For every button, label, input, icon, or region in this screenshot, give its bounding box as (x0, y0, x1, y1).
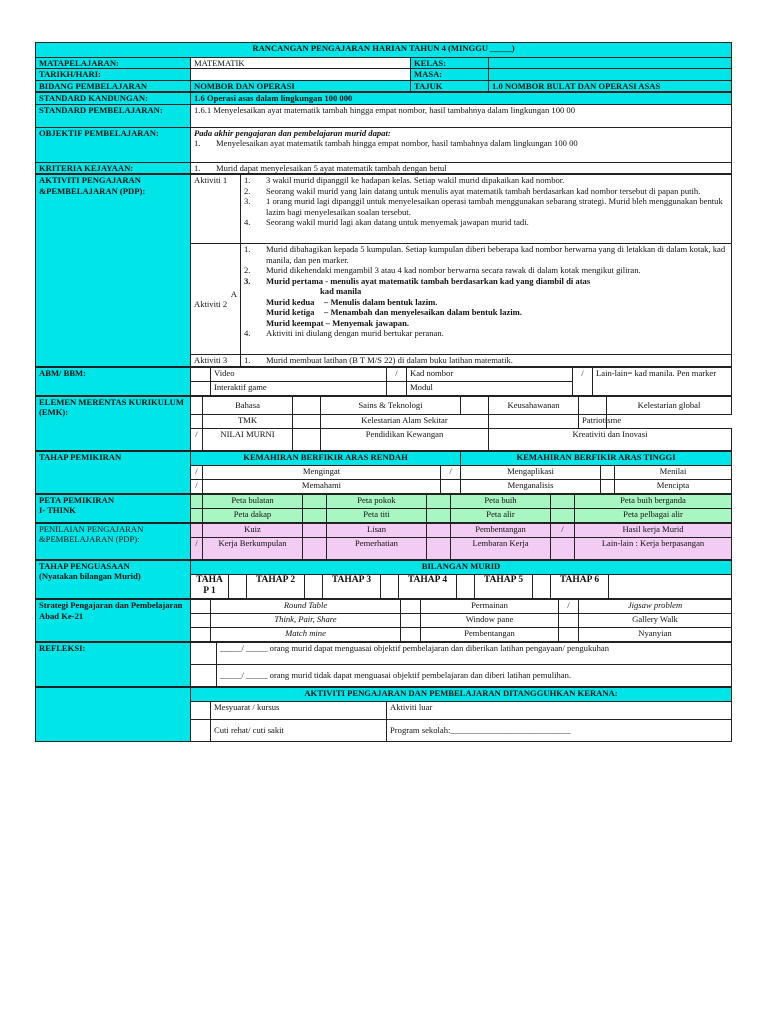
peta-pelbagai-alir: Peta pelbagai alir (575, 508, 732, 522)
aktiviti-1-label: Aktiviti 1 (191, 175, 241, 244)
role-3-name: Murid ketiga (266, 307, 315, 318)
matapelajaran-value: MATEMATIK (191, 58, 411, 69)
refleksi-1-check[interactable] (191, 643, 217, 665)
window-pane: Window pane (421, 614, 559, 628)
pdp-label: AKTIVITI PENGAJARAN &PEMBELAJARAN (PDP): (36, 175, 191, 366)
round-table-check[interactable] (191, 600, 211, 614)
emk-patriotisme: Patriotisme (579, 414, 607, 428)
tahap-3: TAHAP 3 (323, 574, 381, 598)
abm-video: Video (211, 367, 387, 381)
peta-pokok-check[interactable] (303, 494, 327, 508)
emk-global-check[interactable] (579, 396, 607, 414)
peta-pokok: Peta pokok (327, 494, 427, 508)
tangguh-table (35, 687, 732, 742)
role-2-name: Murid kedua (266, 296, 315, 307)
abm-interaktif: Interaktif game (211, 381, 387, 395)
peta-buih-berganda-check[interactable] (551, 494, 575, 508)
emk-global: Kelestarian global (607, 396, 732, 414)
abm-modul: Modul (407, 381, 573, 395)
a1-step-3-text: 1 orang murid lagi dipanggil untuk menyelesaikan operasi tambah menggunakan sebarang strategi. Murid bleh menggunakan bentuk lazim bagi menyelesaikan soalan tersebut. (266, 196, 723, 217)
penguasaan-label-cell (36, 560, 191, 598)
cuti-check[interactable] (191, 720, 211, 742)
peta-buih-berganda: Peta buih berganda (575, 494, 732, 508)
lisan: Lisan (327, 523, 427, 537)
objektif-num: 1. (194, 138, 201, 149)
a1-step-2-num: 2. (244, 185, 251, 196)
menilai: Menilai (615, 465, 732, 479)
tahap-1-count[interactable] (229, 574, 247, 598)
tahap-1: TAHA P 1 (191, 574, 229, 598)
kriteria-label: KRITERIA KEJAYAAN: (36, 162, 191, 173)
emk-alam-check[interactable] (293, 414, 321, 428)
pemikiran-table (35, 451, 732, 494)
tahap-5-count[interactable] (533, 574, 551, 598)
a2-step-2-num: 2. (244, 265, 251, 276)
abm-kad-check[interactable]: / (387, 367, 407, 381)
aktiviti-2-mark: A (230, 288, 237, 299)
permainan: Permainan (421, 600, 559, 614)
peta-titi-check[interactable] (303, 508, 327, 522)
aktiviti-3-steps (241, 355, 732, 366)
refleksi-2-check[interactable] (191, 665, 217, 687)
kelas-label: KELAS: (411, 58, 489, 69)
penguasaan-table (35, 560, 732, 599)
a1-step-4-num: 4. (244, 217, 251, 228)
a1-step-1-num: 1. (244, 175, 251, 186)
a2-step-3-num: 3. (244, 275, 251, 286)
abm-label: ABM/ BBM: (36, 367, 191, 395)
a2-step-3-text-cont: kad manila (320, 286, 362, 297)
pdp-table (35, 174, 732, 366)
peta-sublabel: I- THINK (39, 505, 76, 516)
jigsaw-check[interactable]: / (559, 600, 579, 614)
a1-step-1-text: 3 wakil murid dipanggil ke hadapan kelas. Setiap wakil murid dipakaikan kad nombor. (266, 175, 565, 186)
peta-pelbagai-alir-check[interactable] (551, 508, 575, 522)
peta-label: PETA PEMIKIRAN (39, 494, 115, 505)
menganalisis: Menganalisis (461, 479, 601, 493)
tahap-2: TAHAP 2 (247, 574, 305, 598)
lembaran-kerja: Lembaran Kerja (451, 537, 551, 559)
pemerhatian: Pemerhatian (327, 537, 427, 559)
bidang-value: NOMBOR DAN OPERASI (191, 80, 411, 91)
aktiviti-2-label-cell (191, 244, 241, 355)
a2-step-1-num: 1. (244, 244, 251, 255)
penilaian-table (35, 523, 732, 560)
tarikh-field[interactable] (191, 69, 411, 80)
kuiz: Kuiz (203, 523, 303, 537)
tangguh-title: AKTIVITI PENGAJARAN DAN PEMBELAJARAN DITANGGUHKAN KERANA: (191, 688, 732, 702)
page-title: RANCANGAN PENGAJARAN HARIAN TAHUN 4 (MINGGU _____) (36, 43, 732, 58)
gallery-walk-check[interactable] (559, 614, 579, 628)
hasil-kerja-check[interactable]: / (551, 523, 575, 537)
bilangan-murid-header: BILANGAN MURID (191, 560, 732, 574)
tahap-5: TAHAP 5 (475, 574, 533, 598)
strategi-table (35, 599, 732, 642)
lembaran-kerja-check[interactable] (427, 537, 451, 559)
think-pair-check[interactable] (191, 614, 211, 628)
kuiz-check[interactable] (191, 523, 203, 537)
tahap-4: TAHAP 4 (399, 574, 457, 598)
kbar-header: KEMAHIRAN BERFIKIR ARAS RENDAH (191, 451, 461, 465)
mengingat: Mengingat (203, 465, 441, 479)
peta-label-cell (36, 494, 191, 522)
abm-video-check[interactable] (191, 367, 211, 381)
mengaplikasi-check[interactable]: / (441, 465, 461, 479)
role-4-task: – Menyemak jawapan. (325, 317, 409, 328)
tajuk-label: TAJUK (411, 80, 489, 91)
mengaplikasi: Mengaplikasi (461, 465, 601, 479)
kbat-header: KEMAHIRAN BERFIKIR ARAS TINGGI (461, 451, 732, 465)
menilai-check[interactable] (601, 465, 615, 479)
a2-step-1-text: Murid dibahagikan kepada 5 kumpulan. Setiap kumpulan diberi beberapa kad nombor berwarna yang di letakkan di dalam kotak, kad manila, dan pen marker. (266, 244, 726, 265)
mengingat-check[interactable]: / (191, 465, 203, 479)
role-2-task: – Menulis dalam bentuk lazim. (324, 296, 438, 307)
emk-label: ELEMEN MERENTAS KURIKULUM (EMK): (36, 396, 191, 450)
emk-tmk-check[interactable] (191, 414, 203, 428)
lain-lain-check[interactable] (551, 537, 575, 559)
pembentangan-check[interactable] (427, 523, 451, 537)
kerja-berkumpulan-check[interactable]: / (191, 537, 203, 559)
emk-patriotisme-check[interactable] (489, 414, 579, 428)
jigsaw-problem: Jigsaw problem (579, 600, 732, 614)
masa-label: MASA: (411, 69, 489, 80)
lisan-check[interactable] (303, 523, 327, 537)
sp-value: 1.6.1 Menyelesaikan ayat matematik tambah hingga empat nombor, hasil tambahnya dalam lingkungan 100 00 (191, 104, 732, 127)
penilaian-label: PENILAIAN PENGAJARAN &PEMBELAJARAN (PDP): (36, 523, 191, 559)
kerja-berkumpulan: Kerja Berkumpulan (203, 537, 303, 559)
emk-kewangan-check[interactable] (293, 428, 321, 450)
peta-table (35, 494, 732, 523)
tahap-3-count[interactable] (381, 574, 399, 598)
match-mine-check[interactable] (191, 628, 211, 642)
window-pane-check[interactable] (401, 614, 421, 628)
abm-lain-check[interactable]: / (573, 367, 593, 395)
mesyuarat-check[interactable] (191, 702, 211, 720)
nyanyian-check[interactable] (559, 628, 579, 642)
tangguh-side (36, 688, 191, 742)
emk-table (35, 396, 732, 451)
peta-alir-check[interactable] (427, 508, 451, 522)
a1-step-4-text: Seorang wakil murid lagi akan datang untuk menyemak jawapan murid tadi. (266, 217, 529, 228)
peta-bulatan-check[interactable] (191, 494, 203, 508)
mesyuarat: Mesyuarat / kursus (211, 702, 387, 720)
objektif-text: Menyelesaikan ayat matematik tambah hingga empat nombor, hasil tambahnya dalam lingkungan 100 00 (216, 138, 578, 149)
emk-sains-check[interactable] (293, 396, 321, 414)
a1-step-3-num: 3. (244, 196, 251, 207)
aktiviti-2-label: Aktiviti 2 (194, 299, 228, 310)
abm-interaktif-check[interactable] (191, 381, 211, 395)
sp-label: STANDARD PEMBELAJARAN: (36, 104, 191, 127)
mencipta: Mencipta (615, 479, 732, 493)
kriteria-text: Murid dapat menyelesaikan 5 ayat matematik tambah dengan betul (216, 162, 447, 173)
emk-keusahawanan-check[interactable] (461, 396, 489, 414)
tahap-6: TAHAP 6 (551, 574, 609, 598)
refleksi-line-1[interactable]: _____/ _____ orang murid dapat menguasai objektif pembelajaran dan diberikan latihan pengayaan/ pengukuhan (217, 643, 732, 665)
pembentangan-strategi: Pembentangan (421, 628, 559, 642)
kriteria-cell (191, 162, 732, 173)
emk-nilai: NILAI MURNI (203, 428, 293, 450)
abm-modul-check[interactable] (387, 381, 407, 395)
peta-alir: Peta alir (451, 508, 551, 522)
header-table (35, 42, 732, 92)
peta-titi: Peta titi (327, 508, 427, 522)
refleksi-table (35, 642, 732, 687)
strategi-label: Strategi Pengajaran dan Pembelajaran Abad Ke-21 (36, 600, 191, 642)
mencipta-check[interactable] (601, 479, 615, 493)
objektif-intro: Pada akhir pengajaran dan pembelajaran murid dapat: (194, 127, 391, 138)
role-3-task: – Menambah dan menyelesaikan dalam bentuk lazim. (324, 307, 522, 318)
standard-table (35, 92, 732, 174)
emk-kewangan: Pendidikan Kewangan (321, 428, 489, 450)
emk-keusahawanan: Keusahawanan (489, 396, 579, 414)
masa-field[interactable] (489, 69, 732, 80)
peta-buih-check[interactable] (427, 494, 451, 508)
hasil-kerja: Hasil kerja Murid (575, 523, 732, 537)
peta-bulatan: Peta bulatan (203, 494, 303, 508)
emk-alam: Kelestarian Alam Sekitar (321, 414, 489, 428)
tahap-2-count[interactable] (305, 574, 323, 598)
permainan-check[interactable] (401, 600, 421, 614)
tarikh-label: TARIKH/HARI: (36, 69, 191, 80)
program-sekolah[interactable]: Program sekolah:____________________________ (387, 720, 732, 742)
menganalisis-check[interactable] (441, 479, 461, 493)
pemerhatian-check[interactable] (303, 537, 327, 559)
emk-tmk: TMK (203, 414, 293, 428)
memahami: Memahami (203, 479, 441, 493)
bidang-label: BIDANG PEMBELAJARAN (36, 80, 191, 91)
a2-step-2-text: Murid dikehendaki mengambil 3 atau 4 kad nombor berwarna secara rawak di dalam kotak mengikut giliran. (266, 265, 641, 276)
kriteria-num: 1. (194, 162, 201, 173)
pembentangan-strategi-check[interactable] (401, 628, 421, 642)
aktiviti-luar: Aktiviti luar (387, 702, 732, 720)
a2-step-4-num: 4. (244, 328, 251, 339)
lain-lain: Lain-lain : Kerja berpasangan (575, 537, 732, 559)
sk-label: STANDARD KANDUNGAN: (36, 93, 191, 104)
peta-dakap: Peta dakap (203, 508, 303, 522)
refleksi-label: REFLEKSI: (36, 643, 191, 687)
cuti: Cuti rehat/ cuti sakit (211, 720, 387, 742)
a2-step-4-text: Aktiviti ini diulang dengan murid bertukar peranan. (266, 328, 444, 339)
role-4-name: Murid keempat (266, 317, 324, 328)
abm-lain: Lain-lain= kad manila. Pen marker (593, 367, 732, 395)
a2-step-3-text: Murid pertama - menulis ayat matematik tambah berdasarkan kad yang diambil di atas (266, 275, 591, 286)
aktiviti-2-steps (241, 244, 732, 355)
nyanyian: Nyanyian (579, 628, 732, 642)
memahami-check[interactable]: / (191, 479, 203, 493)
a3-step-1-num: 1. (244, 355, 251, 366)
emk-kreativiti: Kreativiti dan Inovasi (489, 428, 732, 450)
penguasaan-sublabel: (Nyatakan bilangan Murid) (39, 571, 141, 582)
refleksi-line-2[interactable]: _____/ _____ orang murid tidak dapat menguasai objektif pembelajaran dan diberi latihan pemulihan. (217, 665, 732, 687)
think-pair-share: Think, Pair, Share (211, 614, 401, 628)
penguasaan-label: TAHAP PENGUASAAN (39, 560, 130, 571)
aktiviti-3-label: Aktiviti 3 (191, 355, 241, 366)
round-table: Round Table (211, 600, 401, 614)
emk-bahasa: Bahasa (203, 396, 293, 414)
sk-value: 1.6 Operasi asas dalam lingkungan 100 000 (191, 93, 732, 104)
kelas-field[interactable] (489, 58, 732, 69)
matapelajaran-label: MATAPELAJARAN: (36, 58, 191, 69)
a1-step-2-text: Seorang wakil murid yang lain datang untuk menulis ayat matematik tambah berdasarkan kad nombor tersebut di papan putih. (266, 185, 701, 196)
abm-table (35, 367, 732, 396)
lesson-plan-sheet (35, 42, 732, 742)
objektif-label: OBJEKTIF PEMBELAJARAN: (36, 127, 191, 162)
pemikiran-label: TAHAP PEMIKIRAN (36, 451, 191, 493)
match-mine: Match mine (211, 628, 401, 642)
emk-sains: Sains & Teknologi (321, 396, 461, 414)
emk-bahasa-check[interactable] (191, 396, 203, 414)
tahap-4-count[interactable] (457, 574, 475, 598)
objektif-cell (191, 127, 732, 162)
gallery-walk: Gallery Walk (579, 614, 732, 628)
peta-dakap-check[interactable] (191, 508, 203, 522)
emk-nilai-check[interactable]: / (191, 428, 203, 450)
tajuk-value: 1.0 NOMBOR BULAT DAN OPERASI ASAS (489, 80, 732, 91)
a3-step-1-text: Murid membuat latihan (B T M/S 22) di dalam buku latihan matematik. (266, 355, 513, 366)
tahap-6-count[interactable] (609, 574, 732, 598)
peta-buih: Peta buih (451, 494, 551, 508)
pembentangan: Pembentangan (451, 523, 551, 537)
aktiviti-1-steps (241, 175, 732, 244)
abm-kad: Kad nombor (407, 367, 573, 381)
